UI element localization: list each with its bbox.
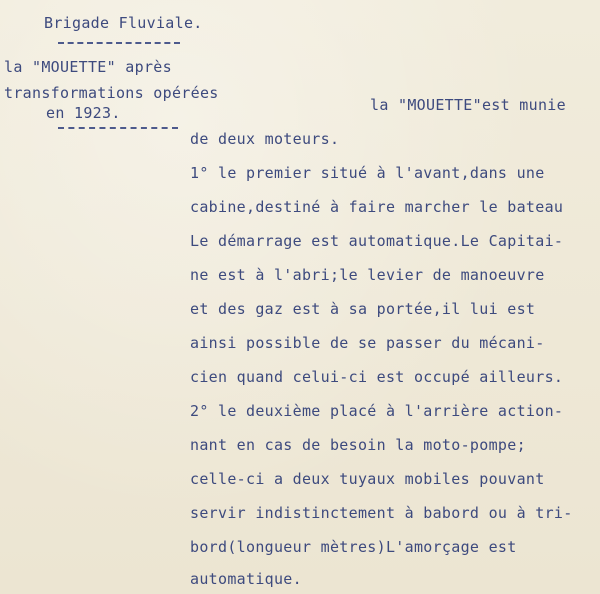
body-line-6: ne est à l'abri;le levier de manoeuvre [190, 266, 545, 284]
body-line-3: 1° le premier situé à l'avant,dans une [190, 164, 545, 182]
body-line-7: et des gaz est à sa portée,il lui est [190, 300, 536, 318]
body-line-15: automatique. [190, 570, 302, 588]
header-title: Brigade Fluviale. [44, 14, 203, 32]
body-line-4: cabine,destiné à faire marcher le bateau [190, 198, 564, 216]
subject-underline [58, 127, 178, 129]
body-line-11: nant en cas de besoin la moto-pompe; [190, 436, 526, 454]
subject-line-2: transformations opérées [4, 84, 219, 102]
body-line-14: bord(longueur mètres)L'amorçage est [190, 538, 517, 556]
title-underline [58, 42, 180, 44]
subject-line-1: la "MOUETTE" après [4, 58, 172, 76]
body-line-12: celle-ci a deux tuyaux mobiles pouvant [190, 470, 545, 488]
body-line-13: servir indistinctement à babord ou à tri- [190, 504, 573, 522]
body-line-8: ainsi possible de se passer du mécani- [190, 334, 545, 352]
body-line-5: Le démarrage est automatique.Le Capitai- [190, 232, 564, 250]
body-line-2: de deux moteurs. [190, 130, 340, 148]
body-line-1: la "MOUETTE"est munie [370, 96, 566, 114]
body-line-10: 2° le deuxième placé à l'arrière action- [190, 402, 564, 420]
subject-line-3: en 1923. [46, 104, 121, 122]
body-line-9: cien quand celui-ci est occupé ailleurs. [190, 368, 564, 386]
